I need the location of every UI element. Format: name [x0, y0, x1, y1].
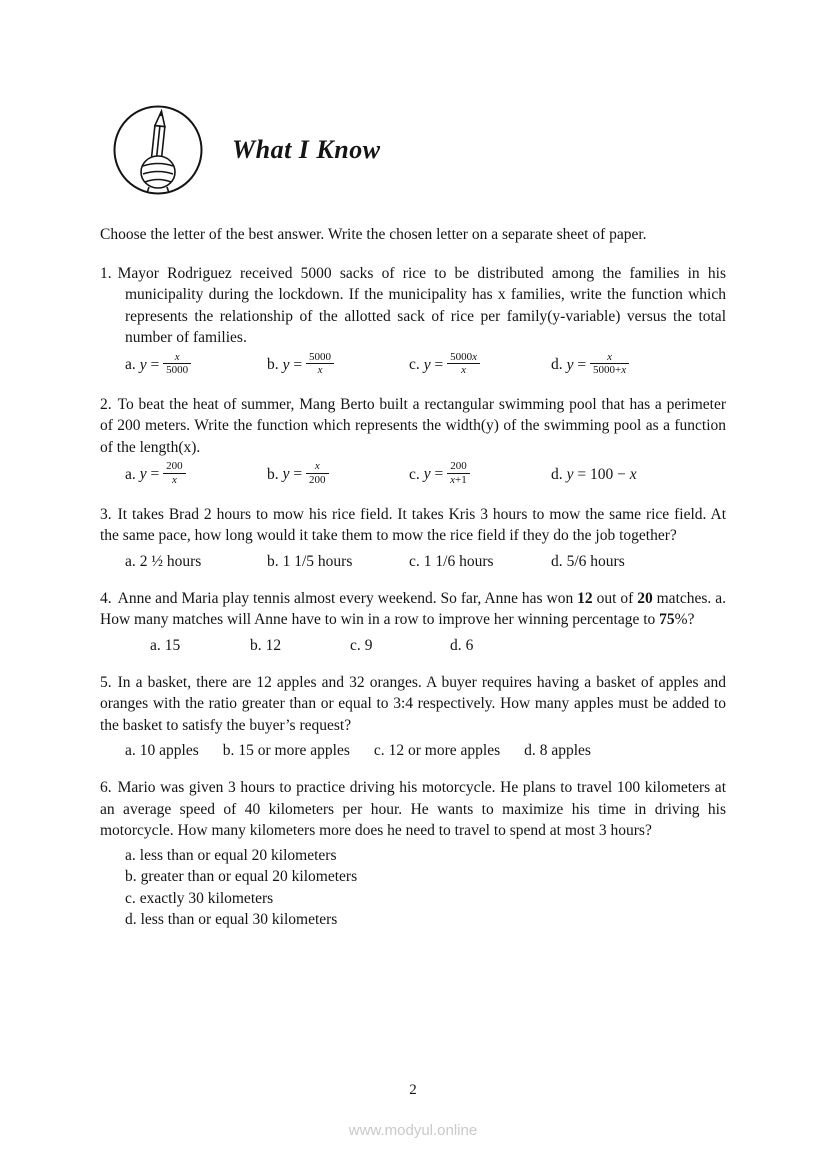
choice-label: d.	[551, 552, 563, 570]
question-text-segment: Anne and Maria play tennis almost every weekend. So far, Anne has won	[117, 589, 578, 607]
choice-text: 5/6 hours	[566, 552, 625, 570]
choice-label: c.	[350, 636, 361, 654]
choice	[125, 845, 336, 867]
choice-text: =	[430, 356, 448, 374]
question-text-segment: 12	[577, 589, 593, 607]
fraction-numerator	[306, 460, 329, 473]
question-text-segment: 20	[637, 589, 653, 607]
fraction-denominator	[306, 363, 334, 377]
choice-text: =	[573, 356, 591, 374]
choice-text: =	[289, 356, 307, 374]
choice-text: exactly 30 kilometers	[139, 889, 274, 907]
choice-text: =	[146, 356, 164, 374]
choice-label: c.	[409, 356, 420, 374]
choice-label: b.	[267, 356, 279, 374]
fraction	[447, 460, 470, 486]
frac-token: 5000	[166, 364, 189, 377]
choice-label: d.	[125, 911, 137, 929]
section-title: What I Know	[232, 135, 381, 164]
choice-label: c.	[409, 552, 420, 570]
choice-label: c.	[125, 889, 136, 907]
fraction	[447, 351, 480, 377]
choice	[125, 350, 267, 377]
choices	[100, 742, 726, 760]
choice	[125, 460, 267, 486]
frac-token: x	[607, 350, 613, 363]
choice	[150, 637, 250, 655]
question-number: 2.	[100, 395, 112, 413]
choice	[409, 553, 551, 571]
choice-text: 9	[364, 636, 373, 654]
choice-text: 12 or more apples	[388, 742, 501, 760]
questions	[100, 263, 726, 931]
fraction	[306, 351, 334, 377]
question	[100, 263, 726, 377]
choice-label: a.	[125, 552, 136, 570]
choice-label: b.	[267, 552, 279, 570]
frac-token: x	[171, 473, 177, 486]
choice	[125, 909, 337, 931]
choice	[450, 637, 550, 655]
fraction-numerator	[163, 460, 186, 473]
fraction-denominator	[163, 363, 191, 377]
choice-label: b.	[267, 465, 279, 483]
choices	[100, 553, 726, 571]
hand-pencil-icon	[112, 104, 204, 196]
choice-text: greater than or equal 20 kilometers	[140, 868, 358, 886]
question-text-segment: %?	[674, 611, 695, 629]
choice-label: d.	[524, 742, 536, 760]
choice-text: less than or equal 20 kilometers	[139, 846, 337, 864]
choice-label: a.	[125, 465, 136, 483]
choice-text: 8 apples	[539, 742, 591, 760]
choice-text: 15	[164, 636, 181, 654]
math-text: x	[629, 466, 637, 484]
fraction-numerator	[590, 351, 629, 364]
frac-token: x	[621, 364, 627, 377]
choice-label: b.	[125, 868, 137, 886]
fraction	[163, 351, 191, 377]
question-text	[100, 672, 726, 737]
frac-token: +1	[455, 473, 467, 486]
choices	[100, 350, 726, 377]
choice-label: c.	[409, 465, 420, 483]
question-text	[100, 777, 726, 842]
choice-text: =	[430, 465, 448, 483]
choice-text: 12	[265, 636, 282, 654]
choice-label: a.	[150, 636, 161, 654]
math-text: y	[282, 356, 290, 374]
question-number: 6.	[100, 779, 112, 797]
question-text-segment: To beat the heat of summer, Mang Berto built a rectangular swimming pool that has a perimeter of 200 meters. Write the function which represents the width(y) of the swimming pool as a function of the length(x).	[100, 395, 726, 456]
question	[100, 504, 726, 571]
frac-token: 200	[309, 473, 326, 486]
math-text: y	[139, 356, 147, 374]
choice	[223, 742, 350, 760]
question-text-segment: Mario was given 3 hours to practice driving his motorcycle. He plans to travel 100 kilometers at an average speed of 40 kilometers per hour. He wants to maximize his time in driving his motorcycle. How many kilometers more does he need to travel to spend at most 3 hours?	[100, 779, 726, 840]
fraction	[590, 351, 629, 377]
question-text	[100, 588, 726, 631]
choice	[551, 553, 693, 571]
choice-label: a.	[125, 356, 136, 374]
frac-token: 200	[450, 460, 467, 473]
question-text-segment: Mayor Rodriguez received 5000 sacks of rice to be distributed among the families in his municipality during the lockdown. If the municipality has x families, write the function which represents the relationship of the allotted sack of rice per family(y-variable) versus the total number of families.	[117, 264, 726, 346]
question-text	[100, 263, 726, 349]
choice-label: d.	[551, 356, 563, 374]
frac-token: 5000+	[593, 364, 622, 377]
math-text: y	[566, 466, 574, 484]
choice	[551, 466, 693, 484]
fraction-denominator	[447, 473, 470, 487]
choice-label: a.	[125, 846, 136, 864]
choice	[267, 553, 409, 571]
question-text-segment: It takes Brad 2 hours to mow his rice field. It takes Kris 3 hours to mow the same rice field. At the same pace, how long would it take them to mow the rice field if they do the job together?	[100, 505, 726, 545]
math-text: y	[423, 356, 431, 374]
question	[100, 672, 726, 761]
choice	[125, 888, 273, 910]
choice	[125, 866, 357, 888]
question-text	[100, 394, 726, 459]
choice-text: =	[146, 465, 164, 483]
watermark-text: www.modyul.online	[348, 1122, 478, 1139]
choices	[100, 460, 726, 486]
question-number: 5.	[100, 673, 112, 691]
choice-text: =	[289, 465, 307, 483]
fraction-denominator	[590, 363, 629, 377]
question	[100, 777, 726, 931]
question	[100, 588, 726, 655]
frac-token: x	[314, 460, 320, 473]
choice	[551, 350, 693, 377]
question-number: 3.	[100, 505, 112, 523]
question-text-segment: 75	[659, 611, 675, 629]
choice-label: a.	[125, 742, 136, 760]
choice-text: 2 ½ hours	[139, 552, 202, 570]
fraction-denominator	[306, 473, 329, 487]
math-text: y	[423, 465, 431, 483]
question	[100, 394, 726, 487]
frac-token: x	[317, 364, 323, 377]
choice-text: 15 or more apples	[238, 742, 350, 760]
question-text	[100, 504, 726, 547]
choice-label: b.	[250, 636, 262, 654]
math-text: y	[139, 465, 147, 483]
frac-token: x	[472, 350, 478, 363]
choice-label: c.	[373, 742, 385, 760]
question-text-segment: In a basket, there are 12 apples and 32 oranges. A buyer requires having a basket of apples and oranges with the ratio greater than or equal to 3:4 respectively. How many apples must be added to the basket to satisfy the buyer’s request?	[100, 673, 726, 734]
question-number: 1.	[100, 264, 112, 282]
frac-token: x	[174, 350, 180, 363]
question-text-segment: out of	[592, 589, 638, 607]
choice	[374, 742, 500, 760]
choice-text: less than or equal 30 kilometers	[140, 911, 338, 929]
question-text-segment: matches. a. How many matches will Anne have to win in a row to improve her winning percentage to	[100, 589, 726, 629]
choices	[100, 845, 726, 931]
frac-token: x	[450, 473, 456, 486]
choice-text: 6	[465, 636, 474, 654]
frac-token: 5000	[450, 350, 473, 363]
choice	[267, 350, 409, 377]
page-number: 2	[409, 1082, 417, 1098]
instructions-text: Choose the letter of the best answer. Write the chosen letter on a separate sheet of paper.	[100, 226, 647, 243]
choice	[524, 742, 591, 760]
choices	[100, 637, 726, 655]
choice-text: = 100 −	[573, 466, 630, 484]
fraction-numerator	[447, 351, 480, 364]
choice-text: 10 apples	[139, 742, 199, 760]
frac-token: 5000	[309, 350, 332, 363]
choice	[350, 637, 450, 655]
frac-token: 200	[166, 460, 183, 473]
fraction-numerator	[447, 460, 470, 473]
page-content	[100, 0, 726, 931]
choice	[267, 460, 409, 486]
fraction-denominator	[163, 473, 186, 487]
fraction	[163, 460, 186, 486]
question-number: 4.	[100, 589, 112, 607]
choice-text: 1 1/5 hours	[282, 552, 353, 570]
math-text: y	[282, 465, 290, 483]
choice	[125, 553, 267, 571]
choice-text: 1 1/6 hours	[423, 552, 494, 570]
fraction-numerator	[306, 351, 334, 364]
fraction-denominator	[447, 363, 480, 377]
choice-label: d.	[450, 636, 462, 654]
choice-label: d.	[551, 466, 563, 484]
choice	[125, 742, 199, 760]
section-header	[112, 104, 726, 196]
fraction-numerator	[163, 351, 191, 364]
math-text: y	[566, 356, 574, 374]
choice	[409, 350, 551, 377]
frac-token: x	[461, 364, 467, 377]
choice	[409, 460, 551, 486]
choice	[250, 637, 350, 655]
choice-label: b.	[222, 742, 235, 760]
fraction	[306, 460, 329, 486]
